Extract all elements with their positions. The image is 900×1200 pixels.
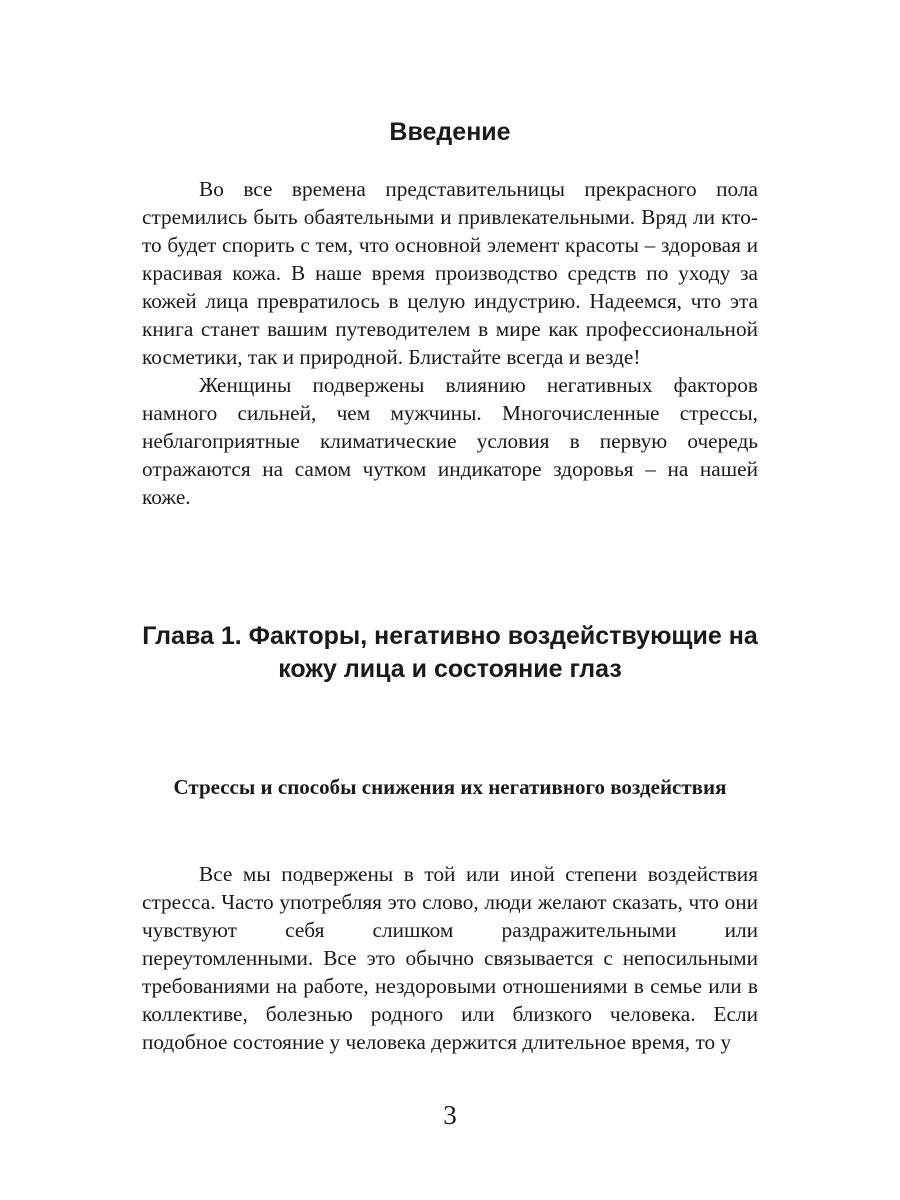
section-text: [142, 860, 758, 1056]
intro-paragraph: Во все времена представительницы прекрасного пола стремились быть обаятельными и привлекательными. Вряд ли кто-то будет спорить с тем, что основной элемент красоты – здоровая и красивая кожа. В наше время производство средств по уходу за кожей лица превратилось в целую индустрию. Надеемся, что эта книга станет вашим путеводителем в мире как профессиональной косметики, так и природной. Блистайте всегда и везде!: [142, 177, 758, 369]
page-number: 3: [443, 1100, 457, 1130]
intro-paragraph: Женщины подвержены влиянию негативных факторов намного сильней, чем мужчины. Многочисленные стрессы, неблагоприятные климатические условия в первую очередь отражаются на самом чутком индикаторе здоровья – на нашей коже.: [142, 373, 758, 509]
section-paragraph: Все мы подвержены в той или иной степени воздействия стресса. Часто употребляя это слово, люди желают сказать, что они чувствуют себя слишком раздражительными или переутомленными. Все это обычно связывается с непосильными требованиями на работе, нездоровыми отношениями в семье или в коллективе, болезнью родного или близкого человека. Если подобное состояние у человека держится длительное время, то у: [142, 862, 758, 1054]
chapter-heading: Глава 1. Факторы, негативно воздействующие на кожу лица и состояние глаз: [142, 622, 758, 683]
intro-text: [142, 175, 758, 511]
intro-heading: Введение: [389, 118, 511, 146]
section-heading: Стрессы и способы снижения их негативного воздействия: [173, 775, 727, 799]
